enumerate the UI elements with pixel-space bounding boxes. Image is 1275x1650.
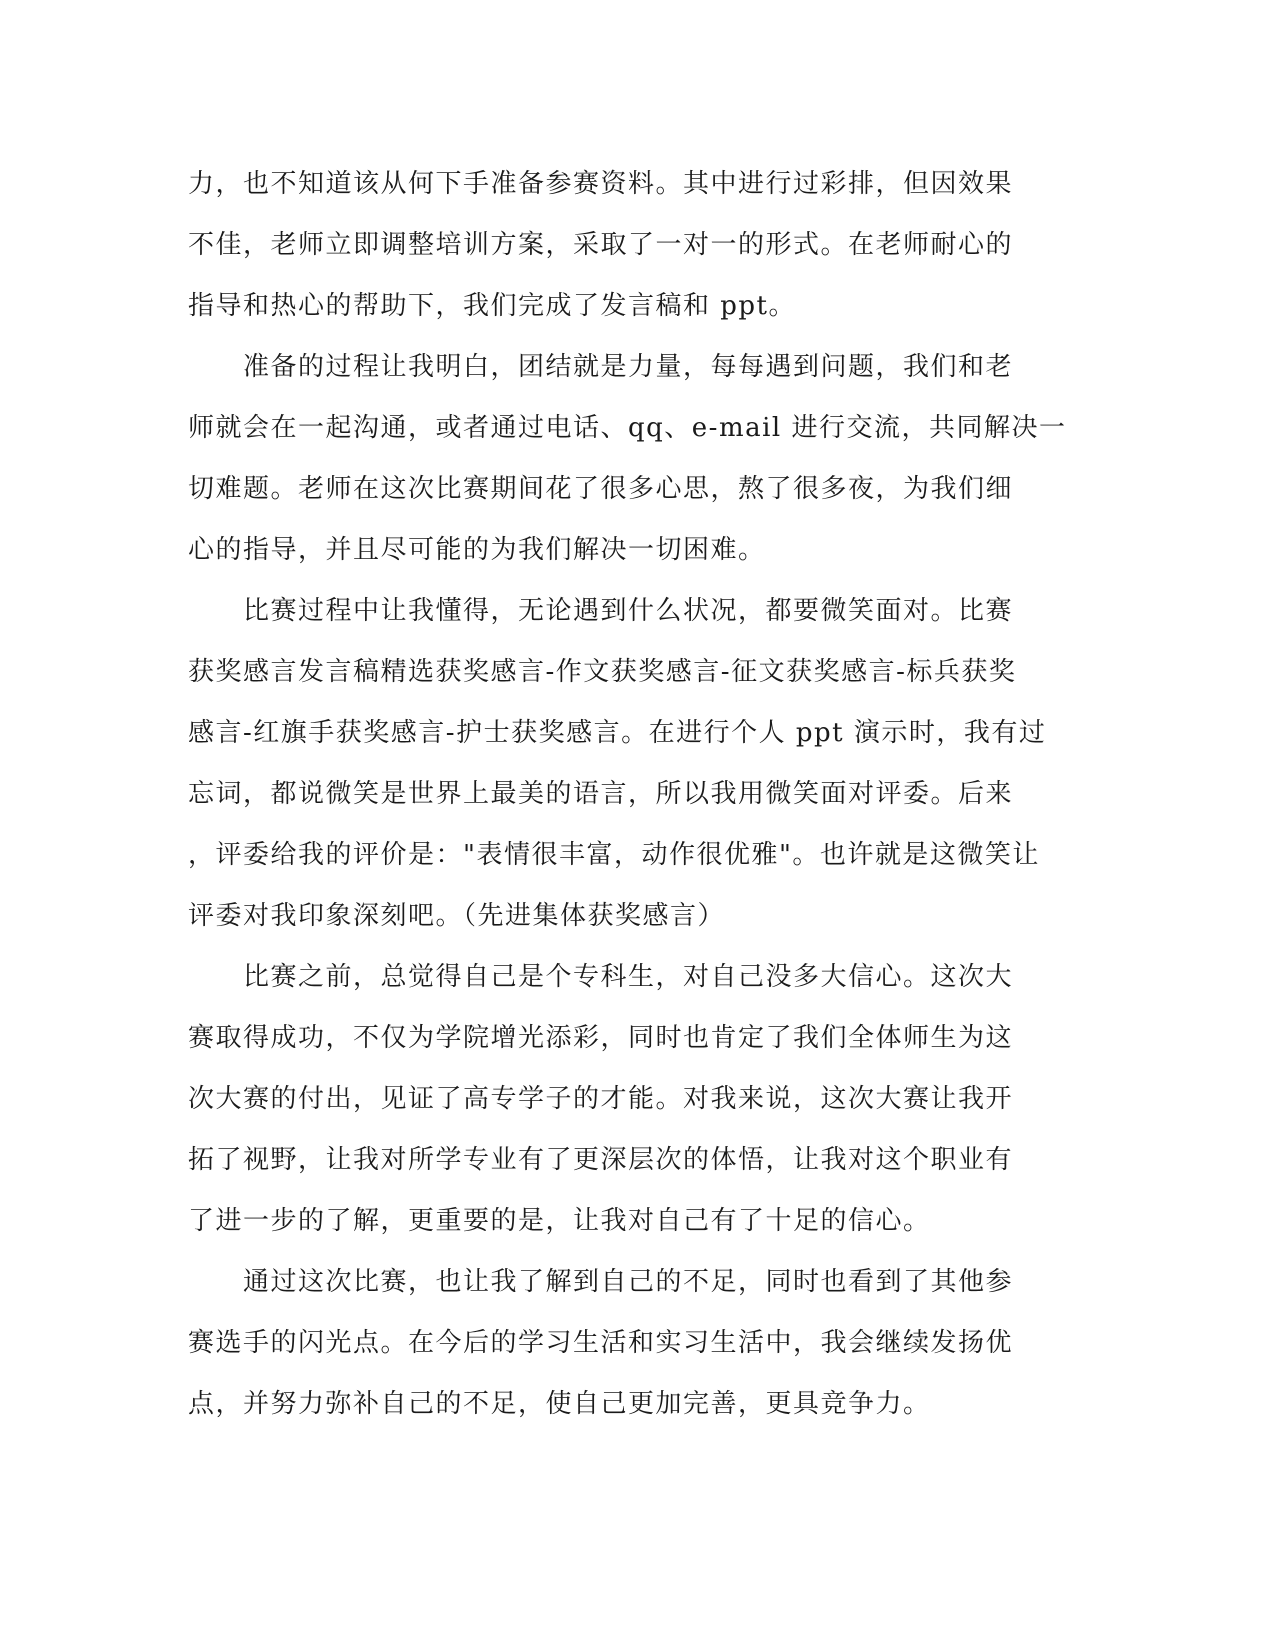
text-line: ，评委给我的评价是："表情很丰富，动作很优雅"。也许就是这微笑让 (188, 840, 1040, 870)
text-line: 比赛过程中让我懂得，无论遇到什么状况，都要微笑面对。比赛 (188, 596, 1014, 626)
text-line: 比赛之前，总觉得自己是个专科生，对自己没多大信心。这次大 (188, 962, 1014, 992)
text-line: 指导和热心的帮助下，我们完成了发言稿和 ppt。 (188, 291, 797, 321)
text-line: 不佳，老师立即调整培训方案，采取了一对一的形式。在老师耐心的 (188, 230, 1014, 260)
document-body (188, 164, 1080, 1445)
text-line: 心的指导，并且尽可能的为我们解决一切困难。 (188, 535, 766, 565)
text-line: 获奖感言发言稿精选获奖感言-作文获奖感言-征文获奖感言-标兵获奖 (188, 657, 1017, 687)
text-line: 拓了视野，让我对所学专业有了更深层次的体悟，让我对这个职业有 (188, 1145, 1014, 1175)
text-line: 师就会在一起沟通，或者通过电话、qq、e-mail 进行交流，共同解决一 (188, 413, 1067, 443)
text-line: 切难题。老师在这次比赛期间花了很多心思，熬了很多夜，为我们细 (188, 474, 1014, 504)
text-line: 力，也不知道该从何下手准备参赛资料。其中进行过彩排，但因效果 (188, 169, 1014, 199)
text-line: 评委对我印象深刻吧。（先进集体获奖感言） (188, 901, 726, 931)
text-line: 准备的过程让我明白，团结就是力量，每每遇到问题，我们和老 (188, 352, 1014, 382)
text-line: 感言-红旗手获奖感言-护士获奖感言。在进行个人 ppt 演示时，我有过 (188, 718, 1047, 748)
text-line: 点，并努力弥补自己的不足，使自己更加完善，更具竞争力。 (188, 1389, 931, 1419)
text-line: 赛选手的闪光点。在今后的学习生活和实习生活中，我会继续发扬优 (188, 1328, 1014, 1358)
text-line: 忘词，都说微笑是世界上最美的语言，所以我用微笑面对评委。后来 (188, 779, 1014, 809)
text-line: 次大赛的付出，见证了高专学子的才能。对我来说，这次大赛让我开 (188, 1084, 1014, 1114)
text-line: 了进一步的了解，更重要的是，让我对自己有了十足的信心。 (188, 1206, 931, 1236)
text-line: 通过这次比赛，也让我了解到自己的不足，同时也看到了其他参 (188, 1267, 1014, 1297)
text-line: 赛取得成功，不仅为学院增光添彩，同时也肯定了我们全体师生为这 (188, 1023, 1014, 1053)
